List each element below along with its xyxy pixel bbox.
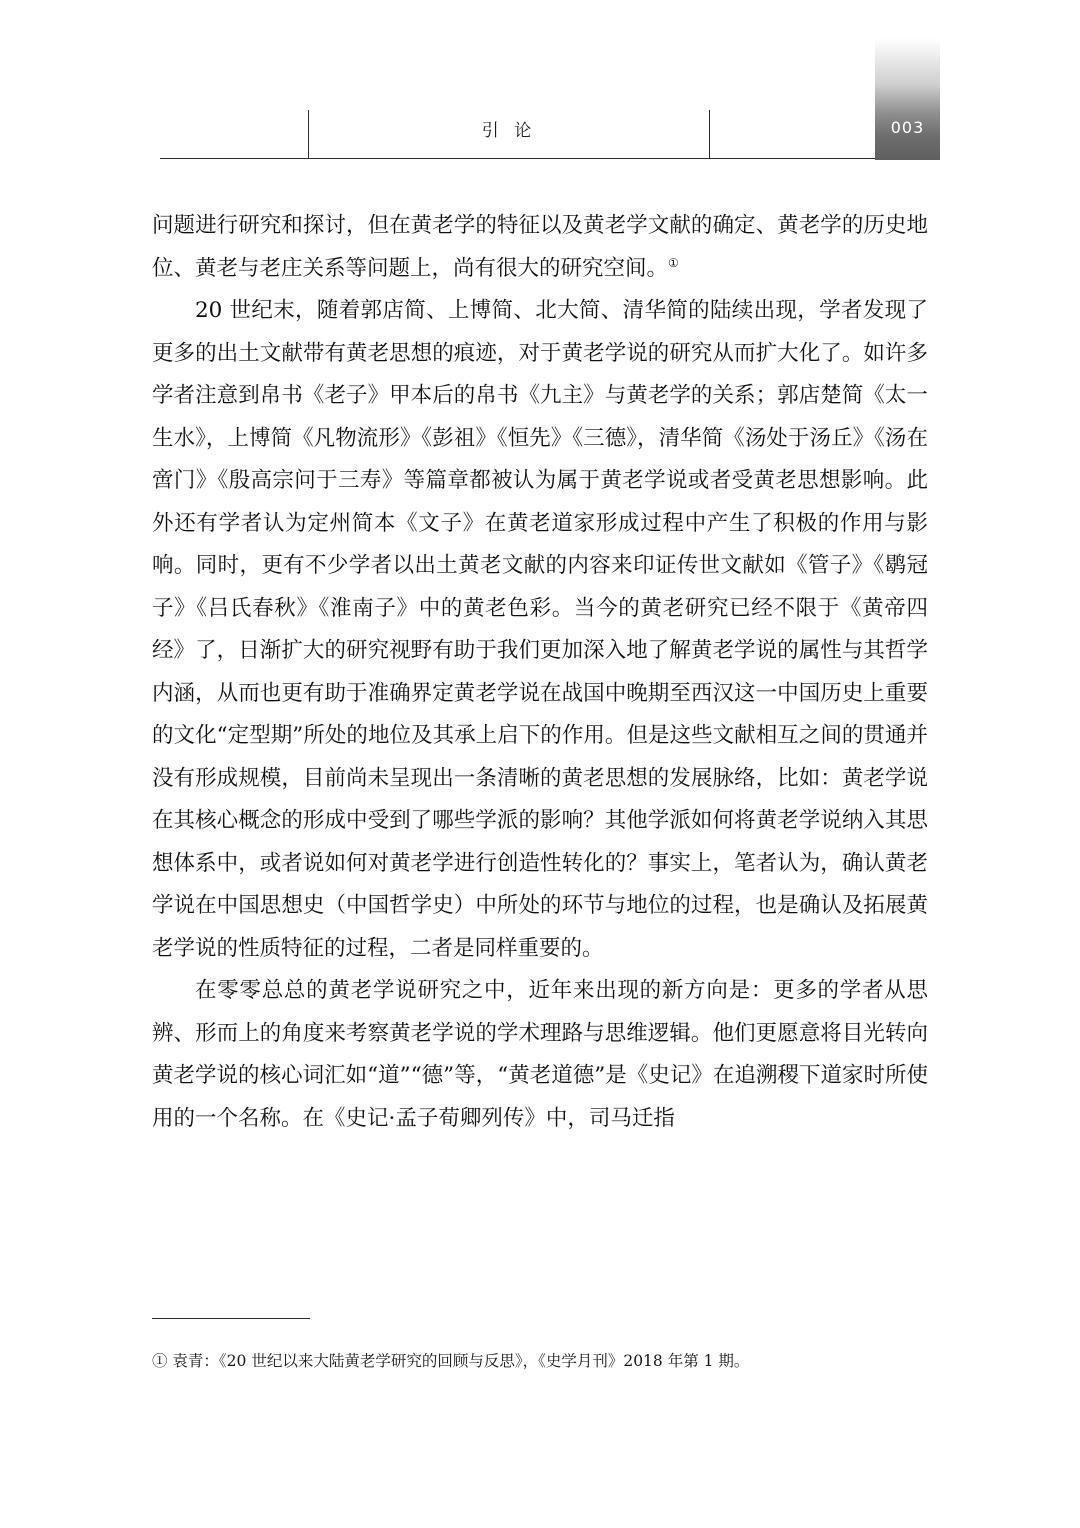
paragraph-1 [152, 205, 928, 290]
header-rule [160, 158, 935, 159]
page-header [160, 98, 935, 160]
paragraph-3: 在零零总总的黄老学说研究之中，近年来出现的新方向是：更多的学者从思辨、形而上的角度来考察黄老学说的学术理路与思维逻辑。他们更愿意将目光转向黄老学说的核心词汇如“道”“德”等，“黄老道德”是《史记》在追溯稷下道家时所使用的一个名称。在《史记·孟子荀卿列传》中，司马迁指 [152, 978, 928, 1131]
footnote-text: ① 袁青：《20 世纪以来大陆黄老学研究的回顾与反思》，《史学月刊》2018 年第 1 期。 [152, 1352, 750, 1370]
page-number: 003 [890, 118, 925, 137]
body-text-column [152, 205, 928, 1140]
page-number-tab [875, 38, 940, 160]
paragraph-2: 20 世纪末，随着郭店简、上博简、北大简、清华简的陆续出现，学者发现了更多的出土文献带有黄老思想的痕迹，对于黄老学说的研究从而扩大化了。如许多学者注意到帛书《老子》甲本后的帛书《九主》与黄老学的关系；郭店楚简《太一生水》，上博简《凡物流形》《彭祖》《恒先》《三德》，清华简《汤处于汤丘》《汤在啻门》《殷高宗问于三寿》等篇章都被认为属于黄老学说或者受黄老思想影响。此外还有学者认为定州简本《文子》在黄老道家形成过程中产生了积极的作用与影响。同时，更有不少学者以出土黄老文献的内容来印证传世文献如《管子》《鹖冠子》《吕氏春秋》《淮南子》中的黄老色彩。当今的黄老研究已经不限于《黄帝四经》了，日渐扩大的研究视野有助于我们更加深入地了解黄老学说的属性与其哲学内涵，从而也更有助于准确界定黄老学说在战国中晚期至西汉这一中国历史上重要的文化“定型期”所处的地位及其承上启下的作用。但是这些文献相互之间的贯通并没有形成规模，目前尚未呈现出一条清晰的黄老思想的发展脉络，比如：黄老学说在其核心概念的形成中受到了哪些学派的影响？其他学派如何将黄老学说纳入其思想体系中，或者说如何对黄老学进行创造性转化的？事实上，笔者认为，确认黄老学说在中国思想史（中国哲学史）中所处的环节与地位的过程，也是确认及拓展黄老学说的性质特征的过程，二者是同样重要的。 [152, 298, 928, 961]
footnote-marker: ① [668, 255, 679, 270]
footnote-separator [152, 1318, 310, 1319]
running-title: 引 论 [481, 121, 537, 141]
paragraph-1-text: 问题进行研究和探讨，但在黄老学的特征以及黄老学文献的确定、黄老学的历史地位、黄老与老庄关系等问题上，尚有很大的研究空间。 [152, 213, 928, 281]
